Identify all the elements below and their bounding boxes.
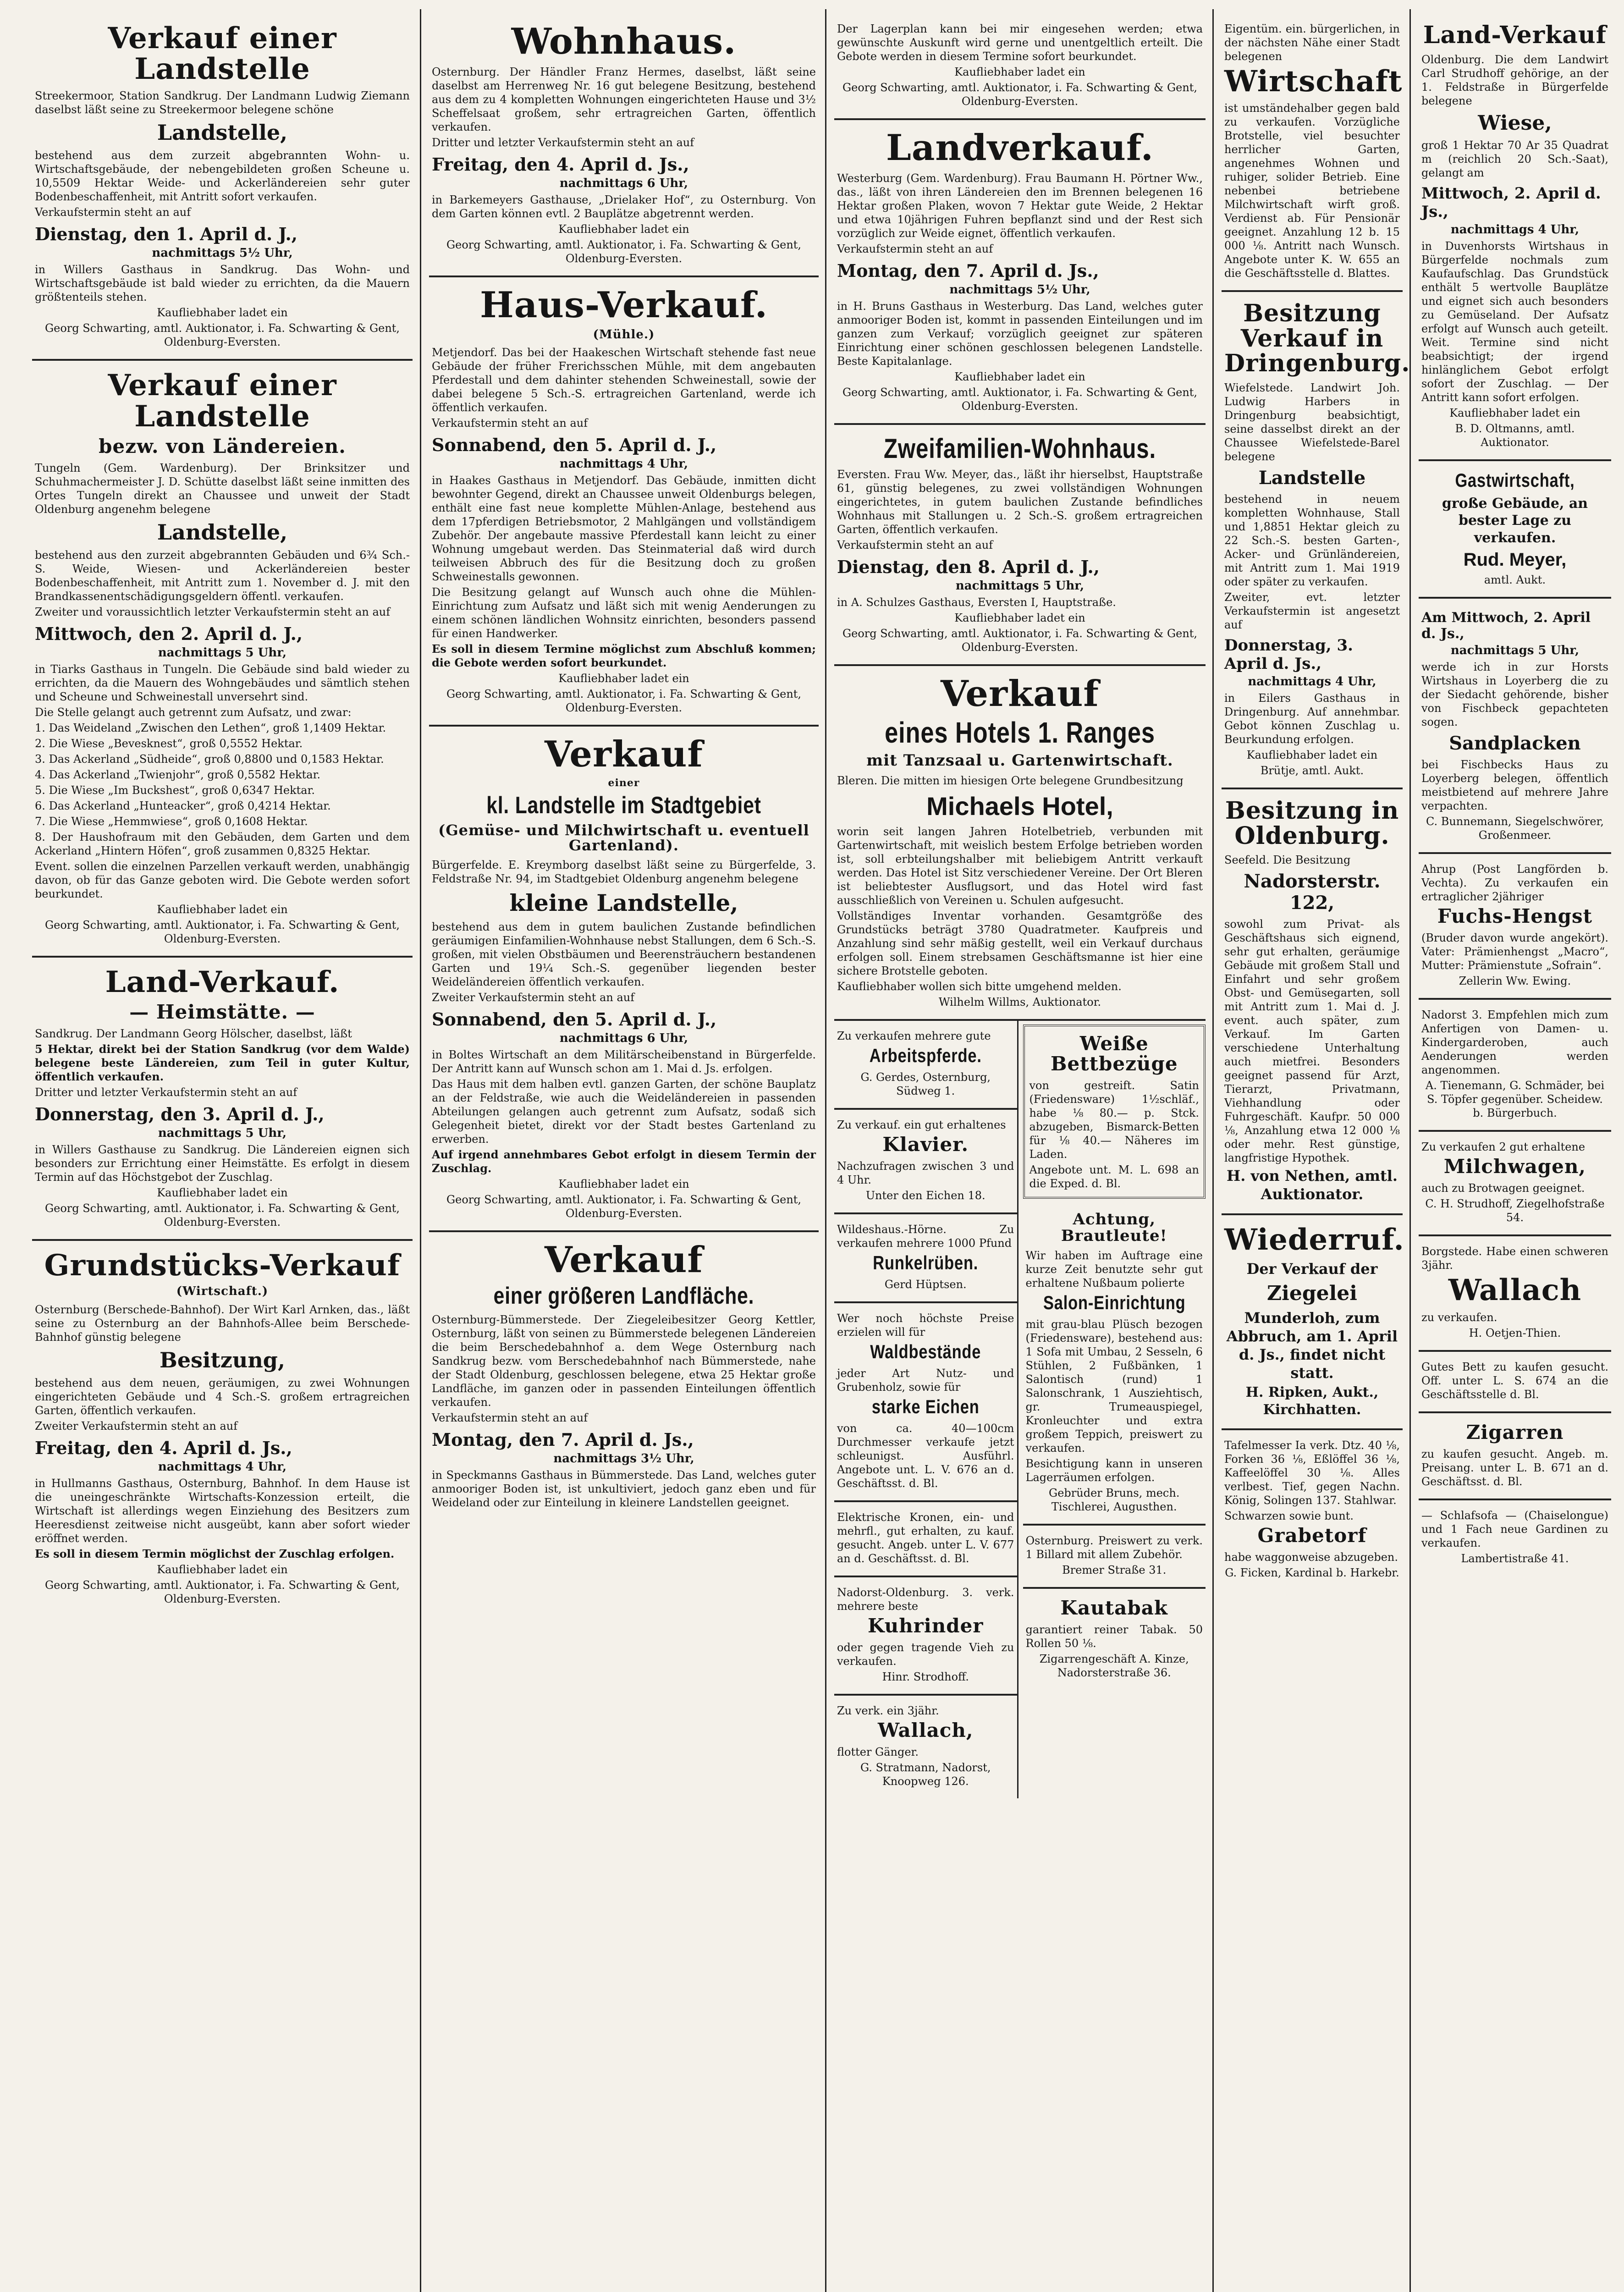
ad-time: nachmittags 5 Uhr, [1450, 644, 1580, 658]
ad-text: auch zu Brotwagen geeignet. [1421, 1182, 1585, 1195]
ad-text: zu kaufen gesucht. Angeb. m. Preisang. unter L. B. 671 an d. Geschäftsst. d. Bl. [1421, 1447, 1608, 1488]
ad-title: Waldbestände [870, 1340, 981, 1362]
ad-text: (Bruder davon wurde angekört). Vater: Prämienhengst „Macro“, Mutter: Prämienstute „Sofrain“. [1421, 931, 1608, 972]
ad-text: Seefeld. Die Besitzung [1224, 854, 1351, 867]
ad-kuhrinder [834, 1577, 1017, 1696]
ad-besitzung-oldenburg [1222, 789, 1403, 1215]
ad-title: Grundstücks-Verkauf [44, 1248, 401, 1283]
ad-wallach-borgstede [1419, 1236, 1611, 1351]
ad-text: zu verkaufen. [1421, 1311, 1497, 1324]
ad-text: in Haakes Gasthaus in Metjendorf. Das Gebäude, inmitten dicht bewohnter Gegend, direkt an Chaussee unweit Oldenburgs belegen, enthält eine fast neue komplette Mühlen-Anlage, bestehend aus dem 17pferdigen Betriebsmotor, 2 Mahlgängen und vollständigem Zubehör. Der angebaute massive Pferdestall kann leicht zu einer Wohnung umgebaut werden. Das Steinmaterial daß wird durch teilweisen Abbruch des für die Besitzung doch zu großen Schweinestalls gewonnen. [432, 474, 816, 584]
ad-signature: Gebrüder Bruns, mech. Tischlerei, Augusthen. [1049, 1487, 1180, 1514]
ad-time: nachmittags 4 Uhr, [559, 457, 688, 471]
ad-signature: Georg Schwarting, amtl. Auktionator, i. Fa. Schwarting & Gent, Oldenburg-Eversten. [44, 918, 400, 945]
ad-kl-landstelle [429, 727, 819, 1232]
ad-time: nachmittags 4 Uhr, [1450, 222, 1580, 237]
ad-text: bestehend aus dem in gutem baulichen Zustande befindlichen geräumigen Einfamilien-Wohnhause nebst Stallungen, dem 6 Sch.-S. großen, mit vielen Obstbäumen und Beerensträuchern bestandenen Garten und 19¼ Sch.-S. gegenüber liegenden bester Weideländereien öffentlich verkaufen. [432, 920, 816, 988]
ad-text: flotter Gänger. [837, 1746, 919, 1759]
list-item: 7. Die Wiese „Hemmwiese“, groß 0,1608 Hektar. [35, 815, 308, 828]
ad-title: Arbeitspferde. [869, 1044, 982, 1066]
ad-text: Der Lagerplan kann bei mir eingesehen werden; etwa gewünschte Auskunft wird gerne und unentgeltlich erteilt. Die Gebote werden in diesem Termine sofort beurkundet. [837, 22, 1203, 63]
ad-signature: Bremer Straße 31. [1062, 1564, 1167, 1577]
ad-signature: Georg Schwarting, amtl. Auktionator, i. Fa. Schwarting & Gent, Oldenburg-Eversten. [44, 322, 400, 349]
ad-text: Oldenburg. Die dem Landwirt Carl Strudhoff gehörige, an der 1. Feldstraße in Bürgerfelde belegene [1421, 53, 1608, 107]
ad-title: Wallach [1448, 1273, 1582, 1308]
ad-text: Besichtigung kann in unseren Lagerräumen erfolgen. [1025, 1457, 1203, 1484]
ad-groessere-landflaeche [429, 1232, 819, 1520]
column-3 [830, 14, 1210, 1798]
ad-milchwagen [1419, 1132, 1611, 1236]
ad-title: — Heimstätte. — [129, 1001, 315, 1024]
ad-title: kl. Landstelle im Stadtgebiet [486, 792, 761, 819]
ad-text: in Tiarks Gasthaus in Tungeln. Die Gebäude sind bald wieder zu errichten, da die Mauern des Wohngebäudes und sämtlich stehen und Scheune und Schweinestall unversehrt sind. [35, 662, 410, 703]
ad-title: Zweifamilien-Wohnhaus. [884, 433, 1156, 464]
ad-text: Zu verkaufen 2 gut erhaltene [1421, 1140, 1585, 1154]
ad-title: Runkelrüben. [873, 1251, 979, 1273]
ad-text: Nadorst-Oldenburg. 3. verk. mehrere beste [837, 1586, 1014, 1613]
ad-time: nachmittags 3½ Uhr, [553, 1452, 694, 1466]
ad-grundstuecks-verkauf [32, 1241, 413, 1615]
small-ads-grid [834, 1021, 1206, 1799]
list-item: 3. Das Ackerland „Südheide“, groß 0,8800 und 0,1583 Hektar. [35, 752, 384, 766]
ad-text: Westerburg (Gem. Wardenburg). Frau Baumann H. Pörtner Ww., das., läßt von ihren Ländereien den im Brennen belegenen 16 Hektar großen Plaken, wovon 7 Hektar gute Weide, 2 Hektar und etwa 10jährigen Fuhren bepflanzt sind und der Rest sich vorzüglich zur Weide eignet, öffentlich verkaufen. [837, 171, 1203, 240]
small-ads-left [834, 1021, 1017, 1799]
ad-bettbezuege [1023, 1025, 1206, 1199]
ad-besitzung-dringenburg [1222, 292, 1410, 789]
ad-text: Zweiter, evt. letzter Verkaufstermin ist angesetzt auf [1224, 590, 1400, 631]
ad-text: Schwarzen sowie bunt. [1224, 1510, 1354, 1523]
ad-text: Vollständiges Inventar vorhanden. Gesamtgröße des Grundstücks beträgt 3780 Quadratmeter. Kaufpreis und Anzahlung sind sehr mäßig gestellt, weil ein Verkauf durchaus erfolgen soll. Einem strebsamen Geschäftsmanne ist hier eine sichere Brotstelle geboten. [837, 909, 1203, 977]
ad-date: Mittwoch, 2. April d. Js., [1421, 184, 1601, 221]
ad-signature: Brütje, amtl. Aukt. [1260, 764, 1364, 777]
list-item: 1. Das Weideland „Zwischen den Lethen“, groß 1,1409 Hektar. [35, 721, 386, 734]
ad-text: Dritter und letzter Verkaufstermin steht an auf [35, 1086, 297, 1099]
ad-text: Zu verkauf. ein gut erhaltenes [837, 1118, 1006, 1131]
ad-signature: H. Oetjen-Thien. [1469, 1326, 1561, 1339]
column-1 [28, 14, 417, 1616]
ad-salon-einrichtung [1023, 1202, 1206, 1526]
ad-subtitle: Landstelle, [157, 120, 288, 145]
ad-title: einer [608, 777, 640, 789]
ad-time: nachmittags 6 Uhr, [559, 1031, 688, 1045]
ad-subtitle: Wiese, [1478, 111, 1552, 135]
ad-tafelmesser-grabetorf [1222, 1430, 1403, 1590]
ad-signature: Kaufliebhaber ladet ein [558, 222, 689, 236]
ad-subtitle: Nadorsterstr. 122, [1244, 871, 1381, 914]
ad-subtitle: Ziegelei [1266, 1282, 1357, 1306]
ad-elektrische-kronen [834, 1502, 1017, 1577]
ad-text: sowohl zum Privat- als Geschäftshaus sich eignend, sehr gut erhalten, geräumige Gebäude mit großem Stall und Einfahrt und sehr großem Obst- und Gemüsegarten, soll mit Antritt zum 1. Mai d. J. event. auch später, zum Verkauf. Im Garten verschiedene Unterhaltung auch mietfrei. Besonders geeignet passend für Arzt, Tierarzt, Privatmann, Viehhandlung oder Fuhrgeschäft. Kaufpr. 50 000 ⅛, Anzahlung etwa 12 000 ⅛ oder mehr. Rest günstige, langfristige Hypothek. [1224, 918, 1400, 1165]
ad-text: Angebote unt. M. L. 698 an die Exped. d. Bl. [1029, 1163, 1199, 1190]
ad-title: bezw. von Ländereien. [99, 435, 346, 457]
ad-text: in H. Bruns Gasthaus in Westerburg. Das Land, welches guter anmooriger Boden ist, kommt in passenden Einteilungen und im ganzen zum Verkauf; vorzüglich geeignet zur späteren Einrichtung einer schönen geschlossen belegenen Landstelle. Beste Kapitalanlage. [837, 299, 1203, 368]
ad-time: nachmittags 4 Uhr, [158, 1460, 287, 1474]
ad-text: Zu verk. ein 3jähr. [837, 1704, 939, 1718]
ad-text: bestehend in neuem kompletten Wohnhause, Stall und 1,8851 Hektar gleich zu 22 Sch.-S. besten Garten-, Acker- und Grünländereien, mit Antritt zum 1. Mai 1919 oder später zu verkaufen. [1224, 492, 1400, 588]
ad-landverkauf-westerburg [834, 120, 1206, 425]
ad-text: — Schlafsofa — (Chaiselongue) und 1 Fach neue Gardinen zu verkaufen. [1421, 1509, 1608, 1549]
ad-signature: C. H. Strudhoff, Ziegelhofstraße 54. [1425, 1197, 1605, 1224]
ad-zigarren [1419, 1413, 1611, 1500]
ad-title: Salon-Einrichtung [1043, 1292, 1185, 1314]
ad-title: Verkauf [545, 733, 703, 776]
ad-signature: Kaufliebhaber ladet ein [954, 66, 1085, 78]
ad-signature: Gerd Hüptsen. [884, 1278, 967, 1291]
ad-text: in Willers Gasthaus in Sandkrug. Das Wohn- und Wirtschaftsgebäude ist bald wieder zu errichten, da die Mauern größtenteils stehen. [35, 263, 410, 304]
ad-text: bestehend aus dem zurzeit abgebrannten Wohn- u. Wirtschaftsgebäude, der nebengebildeten großen Scheune u. 10,5509 Hektar Weide- und Ackerländereien sehr guter Bodenbeschaffenheit, mit Antritt sofort verkaufen. [35, 149, 410, 204]
ad-text: Wir haben im Auftrage eine kurze Zeit benutzte sehr gut erhaltene Nußbaum polierte [1025, 1249, 1203, 1290]
ad-title: Weiße Bettbezüge [1050, 1032, 1178, 1075]
ad-text: Kaufliebhaber wollen sich bitte umgehend melden. [837, 980, 1122, 993]
ad-wallach [834, 1696, 1017, 1798]
ad-text: Event. sollen die einzelnen Parzellen verkauft werden, unabhängig davon, ob für das Ganze geboten wird. Die Gebote werden sofort beurkundet. [35, 860, 410, 900]
ad-text: Dritter und letzter Verkaufstermin steht an auf [432, 136, 694, 149]
ad-text: Osternburg. Preiswert zu verk. 1 Billard mit allem Zubehör. [1025, 1534, 1203, 1561]
column-2 [424, 14, 823, 1520]
ad-title: (Wirtschaft.) [176, 1284, 269, 1299]
ad-text: Das Haus mit dem halben evtl. ganzen Garten, der schöne Bauplatz an der Feldstraße, wie auch die Weideländereien in passenden Abteilungen gelangen auch getrennt zum Aufsatz, sodaß sich Gelegenheit bietet, direkt vor der Stadt bestes Gartenland zu erwerben. [432, 1077, 816, 1146]
ad-signature: Zellerin Ww. Ewing. [1459, 975, 1571, 988]
ad-wohnhaus-osternburg [429, 14, 819, 277]
ad-title: Besitzung in Oldenburg. [1225, 796, 1399, 850]
ad-text: Gutes Bett zu kaufen gesucht. Off. unter L. S. 674 an die Geschäftsstelle d. Bl. [1421, 1360, 1608, 1401]
ad-text: jeder Art Nutz- und Grubenholz, sowie für [837, 1367, 1014, 1394]
ad-date: Freitag, den 4. April d. Js., [432, 154, 689, 175]
ad-title: Besitzung Verkauf in Dringenburg. [1224, 299, 1410, 378]
ad-title: Fuchs-Hengst [1437, 905, 1593, 928]
ad-time: nachmittags 6 Uhr, [559, 176, 688, 190]
ad-text: Es soll in diesem Termin möglichst der Zuschlag erfolgen. [35, 1547, 395, 1560]
ad-landstelle-streekermoor [32, 14, 413, 361]
ad-text: in Duvenhorsts Wirtshaus in Bürgerfelde nochmals zum Kaufaufschlag. Das Grundstück enthält 5 wertvolle Bauplätze und eignet sich auch besonders zu Gemüseland. Der Aufsatz erfolgt auf Wunsch auch geteilt. Weit. Termine sind nicht beabsichtigt; der irgend hinlänglichem Gebot erfolgt sofort der Zuschlag. — Der Antritt kann sofort erfolgen. [1421, 239, 1608, 404]
ad-text: Zu verkaufen mehrere gute [837, 1029, 991, 1042]
ad-text: Osternburg-Bümmerstede. Der Ziegeleibesitzer Georg Kettler, Osternburg, läßt von seinen zu Bümmerstede belegenen Ländereien die beim Berschedebahnhof a. dem Wege Osternburg nach Sandkrug bezw. vom Berschedebahnhof nach Bümmerstede, nahe der Stadt Oldenburg, geschlossen belegene, etwa 25 Hektar große Landfläche, im ganzen oder in passenden Einteilungen öffentlich verkaufen. [432, 1313, 816, 1409]
ad-land-verkauf-sandkrug [32, 958, 413, 1241]
ad-signature: Rud. Meyer, [1463, 550, 1567, 570]
column-rule [1212, 9, 1214, 2292]
ad-text: von ca. 40—100cm Durchmesser verkaufe jetzt schleunigst. Ausführl. Angebote unt. L. V. 676 an d. Geschäftsst. d. Bl. [837, 1422, 1014, 1490]
ad-signature: Wilhelm Willms, Auktionator. [938, 995, 1101, 1008]
ad-signature: Georg Schwarting, amtl. Auktionator, i. Fa. Schwarting & Gent, Oldenburg-Eversten. [842, 386, 1198, 413]
ad-text: mit grau-blau Plüsch bezogen (Friedensware), bestehend aus: 1 Sofa mit Umbau, 2 Sesseln, 6 Stühlen, 2 Fußbänken, 1 Salontisch (rund) 1 Salonschrank, 1 Ausziehtisch, gr. Trumeauspiegel, Kronleuchter und extra großem Teppich, preiswert zu verkaufen. [1025, 1318, 1203, 1455]
ad-text: worin seit langen Jahren Hotelbetrieb, verbunden mit Gartenwirtschaft, mit weislich bestem Erfolge betrieben worden ist, soll erbteilungshalber mit beliebigem Antritt verkauft werden. Das Hotel ist Sitz verschiedener Vereine. Der Ort Bleren ist beliebtester Ausflugsort, und das Hotel wird fast ausschließlich von Vereinen u. Schulen aufgesucht. [837, 825, 1203, 907]
ad-text: in Speckmanns Gasthaus in Bümmerstede. Das Land, welches guter anmooriger Boden ist, ist unkultiviert, jedoch ganz eben und für Weideland oder zur Einteilung in kleinere Landstellen geeignet. [432, 1469, 816, 1510]
ad-text: Tungeln (Gem. Wardenburg). Der Brinksitzer und Schuhmachermeister J. D. Schütte daselbst läßt seine inmitten des Ortes Tungeln direkt an Chaussee und unweit der Stadt Oldenburg angenehm belegene [35, 461, 410, 516]
ad-text: Nachzufragen zwischen 3 und 4 Uhr. [837, 1159, 1014, 1186]
ad-text: in Hullmanns Gasthaus, Osternburg, Bahnhof. In dem Hause ist die uneingeschränkte Wirtschafts-Konzession erteilt, die Wirtschaft ist allerdings wegen Einziehung des Besitzers zum Heeresdienst zeitweise nicht ausgeübt, kann aber sofort wieder eröffnet werden. [35, 1477, 410, 1545]
ad-text: in A. Schulzes Gasthaus, Eversten I, Hauptstraße. [837, 595, 1116, 609]
ad-signature: Kaufliebhaber ladet ein [558, 672, 689, 685]
ad-text: Elektrische Kronen, ein- und mehrfl., gut erhalten, zu kauf. gesucht. Angeb. unter L. V. 677 an d. Geschäftsst. d. Bl. [837, 1511, 1014, 1565]
ad-kautabak [1023, 1589, 1206, 1690]
ad-text: Es soll in diesem Termine möglichst zum Abschluß kommen; die Gebote werden sofort beurkundet. [432, 642, 816, 670]
ad-text: Streekermoor, Station Sandkrug. Der Landmann Ludwig Ziemann daselbst läßt seine zu Streekermoor belegene schöne [35, 89, 410, 116]
ad-text: Verkaufstermin steht an auf [837, 242, 993, 255]
ad-subtitle: Sandplacken [1449, 733, 1581, 755]
ad-title: Achtung, Brautleute! [1061, 1210, 1167, 1245]
ad-wiederruf [1222, 1215, 1403, 1430]
ad-text: Verkaufstermin steht an auf [432, 417, 588, 430]
ad-text: ist umständehalber gegen bald zu verkaufen. Vorzügliche Brotstelle, viel besuchter herrlicher Garten, angenehmes Wohnen und ruhiger, solider Betrieb. Eine nebenbei betriebene Milchwirtschaft wirft groß. Verdienst ab. Für Pensionär geeignet. Anzahlung 12 b. 15 000 ⅛. Antritt nach Wunsch. Angebote unter K. W. 655 an die Geschäftsstelle d. Blattes. [1224, 102, 1400, 280]
ad-continuation [834, 14, 1206, 120]
column-5 [1414, 14, 1616, 1576]
list-item: 4. Das Ackerland „Twienjohr“, groß 0,5582 Hektar. [35, 768, 321, 781]
ad-title: (Mühle.) [593, 327, 655, 342]
ad-klavier [834, 1110, 1017, 1214]
ad-text: bestehend aus dem neuen, geräumigen, zu zwei Wohnungen eingerichteten Gebäude und 4 Sch.-S. großem ertragreichen Garten, öffentlich verkaufen. [35, 1376, 410, 1417]
ad-title: Wallach, [877, 1719, 974, 1742]
ad-text: Metjendorf. Das bei der Haakeschen Wirtschaft stehende fast neue Gebäude der früher Frerichsschen Mühle, mit dem angebauten Pferdestall und dem dahinter stehenden Schweinestall, sowie der dabei belegene 5 Sch.-S. ertragreichen Gartenland, werde ich öffentlich verkaufen. [432, 346, 816, 414]
ad-time: nachmittags 5 Uhr, [158, 1126, 287, 1140]
ad-text: Sandkrug. Der Landmann Georg Hölscher, daselbst, läßt [35, 1027, 352, 1041]
ad-text: in Boltes Wirtschaft an dem Militärscheibenstand in Bürgerfelde. Der Antritt kann auf Wunsch schon am 1. Mai d. Js. erfolgen. [432, 1048, 816, 1075]
ad-title: Land-Verkauf [1423, 21, 1607, 49]
ad-title: starke Eichen [871, 1396, 980, 1418]
ad-signature: G. Gerdes, Osternburg, Südweg 1. [860, 1070, 991, 1097]
ad-title: Kautabak [1060, 1597, 1168, 1620]
ad-signature: Georg Schwarting, amtl. Auktionator, i. Fa. Schwarting & Gent, Oldenburg-Eversten. [842, 627, 1198, 654]
ad-signature: Kaufliebhaber ladet ein [157, 1563, 288, 1576]
ad-signature: Georg Schwarting, amtl. Auktionator, i. Fa. Schwarting & Gent, Oldenburg-Eversten. [44, 1202, 400, 1229]
ad-schlafsofa [1419, 1500, 1611, 1576]
ad-signature: Kaufliebhaber ladet ein [954, 611, 1085, 624]
ad-title: Wohnhaus. [511, 21, 737, 62]
ad-date: Sonnabend, den 5. April d. J., [432, 435, 717, 456]
ad-text: Borgstede. Habe einen schweren 3jähr. [1421, 1245, 1608, 1272]
ad-title: Haus-Verkauf. [480, 284, 768, 326]
ad-title: eines Hotels 1. Ranges [885, 716, 1155, 749]
ad-text: Munderloh, zum Abbruch, am 1. April d. Js., findet nicht statt. [1226, 1309, 1398, 1382]
ad-signature: Hinr. Strodhoff. [882, 1670, 969, 1684]
ad-signature: Lambertistraße 41. [1461, 1552, 1569, 1565]
ad-date: Mittwoch, den 2. April d. J., [35, 623, 303, 644]
ad-signature: Georg Schwarting, amtl. Auktionator, i. Fa. Schwarting & Gent, Oldenburg-Eversten. [44, 1578, 400, 1605]
ad-signature: Kaufliebhaber ladet ein [157, 903, 288, 916]
list-item: 6. Das Ackerland „Hunteacker“, groß 0,4214 Hektar. [35, 799, 331, 812]
ad-title: Kuhrinder [868, 1614, 984, 1637]
ad-title: Verkauf [941, 672, 1099, 715]
ad-date: Freitag, den 4. April d. Js., [35, 1437, 292, 1458]
ad-signature: Georg Schwarting, amtl. Auktionator, i. Fa. Schwarting & Gent, Oldenburg-Eversten. [446, 688, 802, 715]
ad-time: nachmittags 5½ Uhr, [949, 282, 1090, 297]
small-ads-right [1017, 1021, 1206, 1799]
ad-text: Die Besitzung gelangt auf Wunsch auch ohne die Mühlen-Einrichtung zum Aufsatz und läßt sich mit wenig Aenderungen zu einem schönen ländlichen Wohnsitz einrichten, besonders passend für einen Handwerker. [432, 586, 816, 640]
ad-text: Nadorst 3. Empfehlen mich zum Anfertigen von Damen- u. Kindergarderoben, auch Aenderungen werden angenommen. [1421, 1008, 1608, 1077]
ad-text: Eigentüm. ein. bürgerlichen, in der nächsten Nähe einer Stadt belegenen [1224, 22, 1400, 63]
ad-title: Landverkauf. [886, 127, 1154, 169]
ad-land-verkauf-wiese [1419, 14, 1611, 461]
ad-signature: Kaufliebhaber ladet ein [157, 1186, 288, 1200]
ad-text: Die Stelle gelangt auch getrennt zum Aufsatz, und zwar: [35, 705, 352, 719]
ad-signature: H. von Nethen, amtl. Auktionator. [1226, 1167, 1398, 1203]
ad-date: Montag, den 7. April d. Js., [432, 1429, 694, 1450]
ad-text: in Eilers Gasthaus in Dringenburg. Auf annehmbar. Gebot können Zuschlag u. Beurkundung erfolgen. [1224, 691, 1400, 746]
ad-signature: G. Ficken, Kardinal b. Harkebr. [1225, 1566, 1399, 1580]
ad-date: Donnerstag, den 3. April d. J., [35, 1104, 325, 1125]
ad-text: Wer noch höchste Preise erzielen will für [837, 1311, 1014, 1339]
ad-signature: Kaufliebhaber ladet ein [1246, 748, 1378, 761]
ad-title: (Gemüse- und Milchwirtschaft u. eventuell Gartenland). [438, 821, 809, 854]
ad-date: Montag, den 7. April d. Js., [837, 260, 1099, 281]
ad-text: Zweiter und voraussichtlich letzter Verkaufstermin steht an auf [35, 605, 391, 618]
ad-subtitle: kleine Landstelle, [509, 889, 738, 916]
ad-text: Bürgerfelde. E. Kreymborg daselbst läßt seine zu Bürgerfelde, 3. Feldstraße Nr. 94, im Stadtgebiet Oldenburg angenehm belegene [432, 858, 816, 885]
ad-signature: Kaufliebhaber ladet ein [157, 306, 288, 320]
ad-signature: A. Tienemann, G. Schmäder, bei S. Töpfer gegenüber. Scheidew. b. Bürgerbuch. [1425, 1079, 1605, 1120]
ad-text: von gestreift. Satin (Friedensware) 1½schläf., habe ⅛ 80.— p. Stck. abzugeben, Bismarck-Betten für ⅛ 40.— Näheres im Laden. [1029, 1079, 1199, 1161]
ad-fuchs-hengst [1419, 854, 1611, 1000]
ad-signature: H. Ripken, Aukt., Kirchhatten. [1245, 1384, 1379, 1418]
ad-text: Auf irgend annehmbares Gebot erfolgt in diesem Termin der Zuschlag. [432, 1147, 816, 1175]
ad-title: mit Tanzsaal u. Gartenwirtschaft. [866, 751, 1173, 770]
ad-garderoben [1419, 1000, 1611, 1132]
ad-subtitle: Besitzung, [160, 1347, 285, 1372]
ad-text: werde ich in zur Horsts Wirtshaus in Loyerberg die zu der Siedacht gehörende, bisher von Fischbeck gepachteten sogen. [1421, 661, 1608, 729]
ad-date: Am Mittwoch, 2. April d. Js., [1421, 610, 1591, 642]
ad-signature: B. D. Oltmanns, amtl. Auktionator. [1455, 422, 1575, 449]
ad-title: Wirtschaft [1224, 64, 1403, 99]
ad-text: Eversten. Frau Ww. Meyer, das., läßt ihr hierselbst, Hauptstraße 61, günstig belegenes, zu zwei vollständigen Wohnungen eingerichtetes, in gutem baulichen Zustande befindliches Wohnhaus mit Stallungen u. 2 Sch.-S. großem ertragreichen Garten, öffentlich verkaufen. [837, 468, 1203, 536]
ad-haus-verkauf-muehle [429, 277, 819, 727]
ad-signature: amtl. Aukt. [1484, 573, 1546, 587]
ad-time: nachmittags 5 Uhr, [158, 645, 287, 660]
ad-text: in Willers Gasthause zu Sandkrug. Die Ländereien eignen sich besonders zur Errichtung einer Heimstätte. Es erfolgt in diesem Termin auf das Höchstgebot der Zuschlag. [35, 1143, 410, 1184]
ad-title: Land-Verkauf. [105, 964, 340, 999]
ad-date: Sonnabend, den 5. April d. J., [432, 1008, 717, 1030]
ad-text: habe waggonweise abzugeben. [1224, 1551, 1398, 1564]
ad-text: bei Fischbecks Haus zu Loyerberg belegen, öffentlich meistbietend auf mehrere Jahre verpachten. [1421, 758, 1608, 813]
ad-signature: Georg Schwarting, amtl. Auktionator, i. Fa. Schwarting & Gent, Oldenburg-Eversten. [446, 238, 802, 265]
ad-zweifamilien-wohnhaus [834, 425, 1206, 666]
ad-signature: Zigarrengeschäft A. Kinze, Nadorsterstraße 36. [1039, 1653, 1189, 1680]
ad-landstelle-tungeln [32, 361, 413, 957]
ad-text: Verkaufstermin steht an auf [837, 538, 993, 551]
ad-title: Grabetorf [1257, 1524, 1367, 1547]
ad-text: garantiert reiner Tabak. 50 Rollen 50 ⅛. [1025, 1623, 1203, 1650]
ad-text: Wiefelstede. Landwirt Joh. Ludwig Harbers in Dringenburg beabsichtigt, seine dasselbst direkt an der Chaussee Wiefelstede-Barel belegene [1224, 381, 1400, 463]
ad-time: nachmittags 4 Uhr, [1248, 674, 1376, 689]
list-item: 2. Die Wiese „Bevesknest“, groß 0,5552 Hektar. [35, 737, 303, 750]
ad-text: Verkaufstermin steht an auf [35, 206, 191, 219]
ad-signature: Kaufliebhaber ladet ein [1449, 406, 1580, 419]
ad-arbeitspferde [834, 1021, 1017, 1110]
ad-title: Wiederruf. [1224, 1223, 1404, 1257]
ad-text: Tafelmesser Ia verk. Dtz. 40 ⅛, Forken 36 ⅛, Eßlöffel 36 ⅛, Kaffeelöffel 30 ⅛. Alles verlbest. Tief, gegen Nachn. König, Solingen 137. Stahlwar. [1224, 1439, 1400, 1507]
ad-gutes-bett [1419, 1352, 1611, 1413]
ad-title: Milchwagen, [1443, 1155, 1586, 1178]
ad-signature: Georg Schwarting, amtl. Auktionator, i. Fa. Schwarting & Gent, Oldenburg-Eversten. [842, 81, 1198, 108]
list-item: 5. Die Wiese „Im Buckshest“, groß 0,6347 Hektar. [35, 783, 315, 797]
ad-date: Donnerstag, 3. April d. Js., [1224, 636, 1353, 673]
ad-title: einer größeren Landfläche. [493, 1282, 754, 1309]
ad-signature: C. Bunnemann, Siegelschwörer, Großenmeer. [1426, 815, 1604, 842]
ad-title: Verkauf einer Landstelle [108, 21, 337, 87]
ad-signature: Kaufliebhaber ladet ein [558, 1177, 689, 1190]
ad-billard [1023, 1526, 1206, 1589]
ad-signature: Kaufliebhaber ladet ein [954, 370, 1085, 383]
ad-text: Zweiter Verkaufstermin steht an auf [432, 991, 635, 1004]
ad-subtitle: Michaels Hotel, [926, 791, 1113, 821]
ad-signature: Georg Schwarting, amtl. Auktionator, i. Fa. Schwarting & Gent, Oldenburg-Eversten. [446, 1193, 802, 1220]
ad-text: bestehend aus den zurzeit abgebrannten Gebäuden und 6¾ Sch.-S. Weide, Wiesen- und Ackerländereien bester Bodenbeschaffenheit, mit Antritt zum 1. November d. J. mit den Brandkassenentschädigungsgeldern öffentl. verkaufen. [35, 548, 410, 603]
ad-sandplacken [1419, 599, 1611, 854]
list-item: 8. Der Haushofraum mit den Gebäuden, dem Garten und dem Ackerland „Hintern Höfen“, groß zusammen 0,8325 Hektar. [35, 830, 410, 857]
ad-title: Verkauf [545, 1239, 703, 1281]
ad-title: Klavier. [882, 1133, 969, 1156]
column-rule [825, 9, 826, 2292]
ad-waldbestaende [834, 1303, 1017, 1502]
ad-wirtschaft [1222, 14, 1403, 292]
ad-runkelrueben [834, 1214, 1017, 1303]
ad-text: Ahrup (Post Langförden b. Vechta). Zu verkaufen ein ertraglicher 2jähriger [1421, 863, 1608, 904]
ad-text: Bleren. Die mitten im hiesigen Orte belegene Grundbesitzung [837, 774, 1184, 787]
ad-text: Osternburg. Der Händler Franz Hermes, daselbst, läßt seine daselbst am Herrenweg Nr. 16 gut belegene Besitzung, bestehend aus dem zu 4 kompletten Wohnungen eingerichteten Hause und 3½ Scheffelsaat großem, sehr ertragreichen Garten, öffentlich verkaufen. [432, 65, 816, 133]
ad-text: Verkaufstermin steht an auf [432, 1411, 588, 1425]
ad-date: Dienstag, den 1. April d. J., [35, 224, 297, 245]
ad-text: Der Verkauf der [1246, 1260, 1378, 1278]
ad-text: große Gebäude, an bester Lage zu verkaufen. [1442, 495, 1588, 546]
ad-signature: G. Stratmann, Nadorst, Knoopweg 126. [860, 1761, 991, 1788]
ad-hotel-verkauf [834, 666, 1206, 1021]
ad-subtitle: Landstelle, [157, 519, 288, 545]
ad-time: nachmittags 5 Uhr, [955, 579, 1085, 593]
ad-text: Wildeshaus.-Hörne. Zu verkaufen mehrere 1000 Pfund [837, 1223, 1014, 1250]
ad-text: 5 Hektar, direkt bei der Station Sandkrug (vor dem Walde) belegene beste Ländereien, zum Teil in guter Kultur, öffentlich verkaufen. [35, 1042, 410, 1084]
ad-title: Verkauf einer Landstelle [108, 368, 337, 434]
ad-title: Gastwirtschaft, [1455, 469, 1575, 491]
ad-text: groß 1 Hektar 70 Ar 35 Quadrat m (reichlich 20 Sch.-Saat), gelangt am [1421, 138, 1608, 179]
ad-date: Dienstag, den 8. April d. J., [837, 556, 1100, 577]
column-rule [420, 9, 421, 2292]
column-4 [1217, 14, 1410, 1590]
ad-text: oder gegen tragende Vieh zu verkaufen. [837, 1641, 1014, 1668]
ad-title: Zigarren [1466, 1421, 1564, 1444]
ad-text: Osternburg (Berschede-Bahnhof). Der Wirt Karl Arnken, das., läßt seine zu Osternburg an der Bahnhofs-Allee beim Berschede-Bahnhof günstig belegene [35, 1303, 410, 1344]
ad-text: in Barkemeyers Gasthause, „Drielaker Hof“, zu Osternburg. Von dem Garten können evtl. 2 Bauplätze abgetrennt werden. [432, 193, 816, 220]
ad-signature: Unter den Eichen 18. [865, 1189, 985, 1202]
ad-time: nachmittags 5½ Uhr, [152, 246, 293, 260]
ad-subtitle: Landstelle [1258, 467, 1366, 489]
ad-text: Zweiter Verkaufstermin steht an auf [35, 1419, 238, 1432]
ad-gastwirtschaft [1419, 461, 1611, 599]
